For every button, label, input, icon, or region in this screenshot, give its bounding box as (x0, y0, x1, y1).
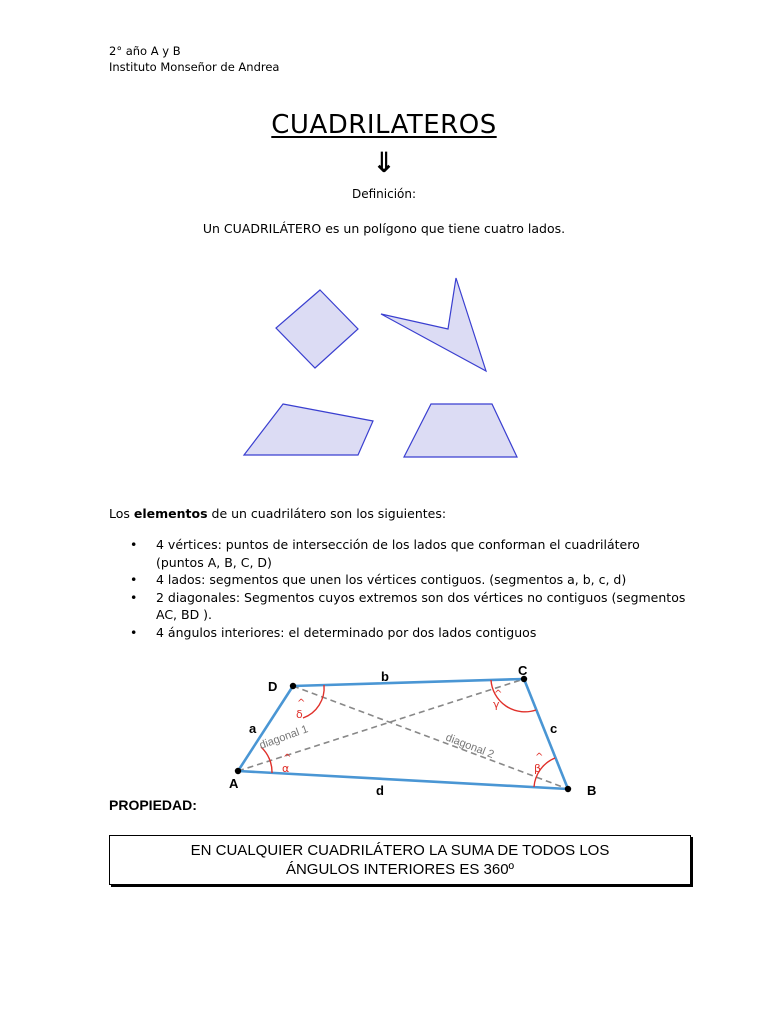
list-item-angles: • 4 ángulos interiores: el determinado por dos lados contiguos (110, 624, 690, 642)
angle-label-gamma: γ (493, 698, 500, 711)
school-name: Instituto Monseñor de Andrea (109, 60, 280, 74)
list-item-vertices: • 4 vértices: puntos de intersección de los lados que conforman el cuadrilátero (puntos A, B, C, D) (110, 536, 690, 571)
definition-text: Un CUADRILÁTERO es un polígono que tiene cuatro lados. (202, 221, 566, 236)
diagonal-2-label: diagonal 2 (443, 731, 496, 761)
vertex-label-a: A (229, 776, 239, 791)
irregular-quadrilateral-shape (244, 404, 373, 455)
elements-intro (109, 506, 446, 521)
angle-label-alpha-hat: ^ (283, 753, 292, 764)
vertex-label-b: B (587, 783, 597, 798)
course-label: 2° año A y B (109, 44, 181, 58)
property-box (109, 835, 691, 885)
rhombus-shape (276, 290, 358, 368)
side-label-c: c (550, 721, 558, 736)
side-label-b: b (381, 669, 389, 684)
angle-label-gamma-hat: ^ (494, 689, 503, 700)
vertex-b-point (565, 786, 571, 792)
double-down-arrow-icon: ⇓ (372, 146, 396, 179)
angle-label-alpha: α (282, 762, 290, 775)
definition-label: Definición: (351, 187, 417, 201)
intro-text-bold: elementos (133, 506, 208, 521)
vertex-d-point (290, 683, 296, 689)
intro-text-start: Los (109, 506, 134, 521)
property-title: PROPIEDAD: (109, 797, 197, 813)
angle-delta-arc (303, 685, 324, 718)
vertex-a-point (235, 768, 241, 774)
diagonal-1-label: diagonal 1 (257, 723, 310, 752)
title-block (0, 110, 768, 140)
angle-label-beta: β (534, 762, 542, 775)
vertex-label-c: C (518, 663, 528, 678)
document-header (109, 43, 279, 75)
side-label-d: d (376, 783, 384, 798)
diagonal-2-line (293, 686, 568, 789)
side-label-a: a (249, 721, 257, 736)
angle-label-beta-hat: ^ (535, 752, 544, 763)
quadrilateral-elements-diagram (225, 660, 615, 805)
page-title: CUADRILATEROS (271, 110, 497, 140)
concave-quadrilateral-shape (381, 278, 486, 371)
list-item-diagonals: • 2 diagonales: Segmentos cuyos extremos son dos vértices no contiguos (segmentos AC, BD ). (110, 589, 690, 624)
quadrilateral-examples-figure (240, 270, 530, 465)
elements-list (110, 536, 690, 641)
intro-text-end: de un cuadrilátero son los siguientes: (207, 506, 447, 521)
vertex-label-d: D (268, 679, 278, 694)
list-item-sides: • 4 lados: segmentos que unen los vértices contiguos. (segmentos a, b, c, d) (110, 571, 690, 589)
trapezoid-shape (404, 404, 517, 457)
angle-label-delta-hat: ^ (297, 698, 306, 709)
property-text: EN CUALQUIER CUADRILÁTERO LA SUMA DE TODOS LOS ÁNGULOS INTERIORES ES 360º (190, 842, 610, 878)
angle-label-delta: δ (296, 708, 303, 721)
